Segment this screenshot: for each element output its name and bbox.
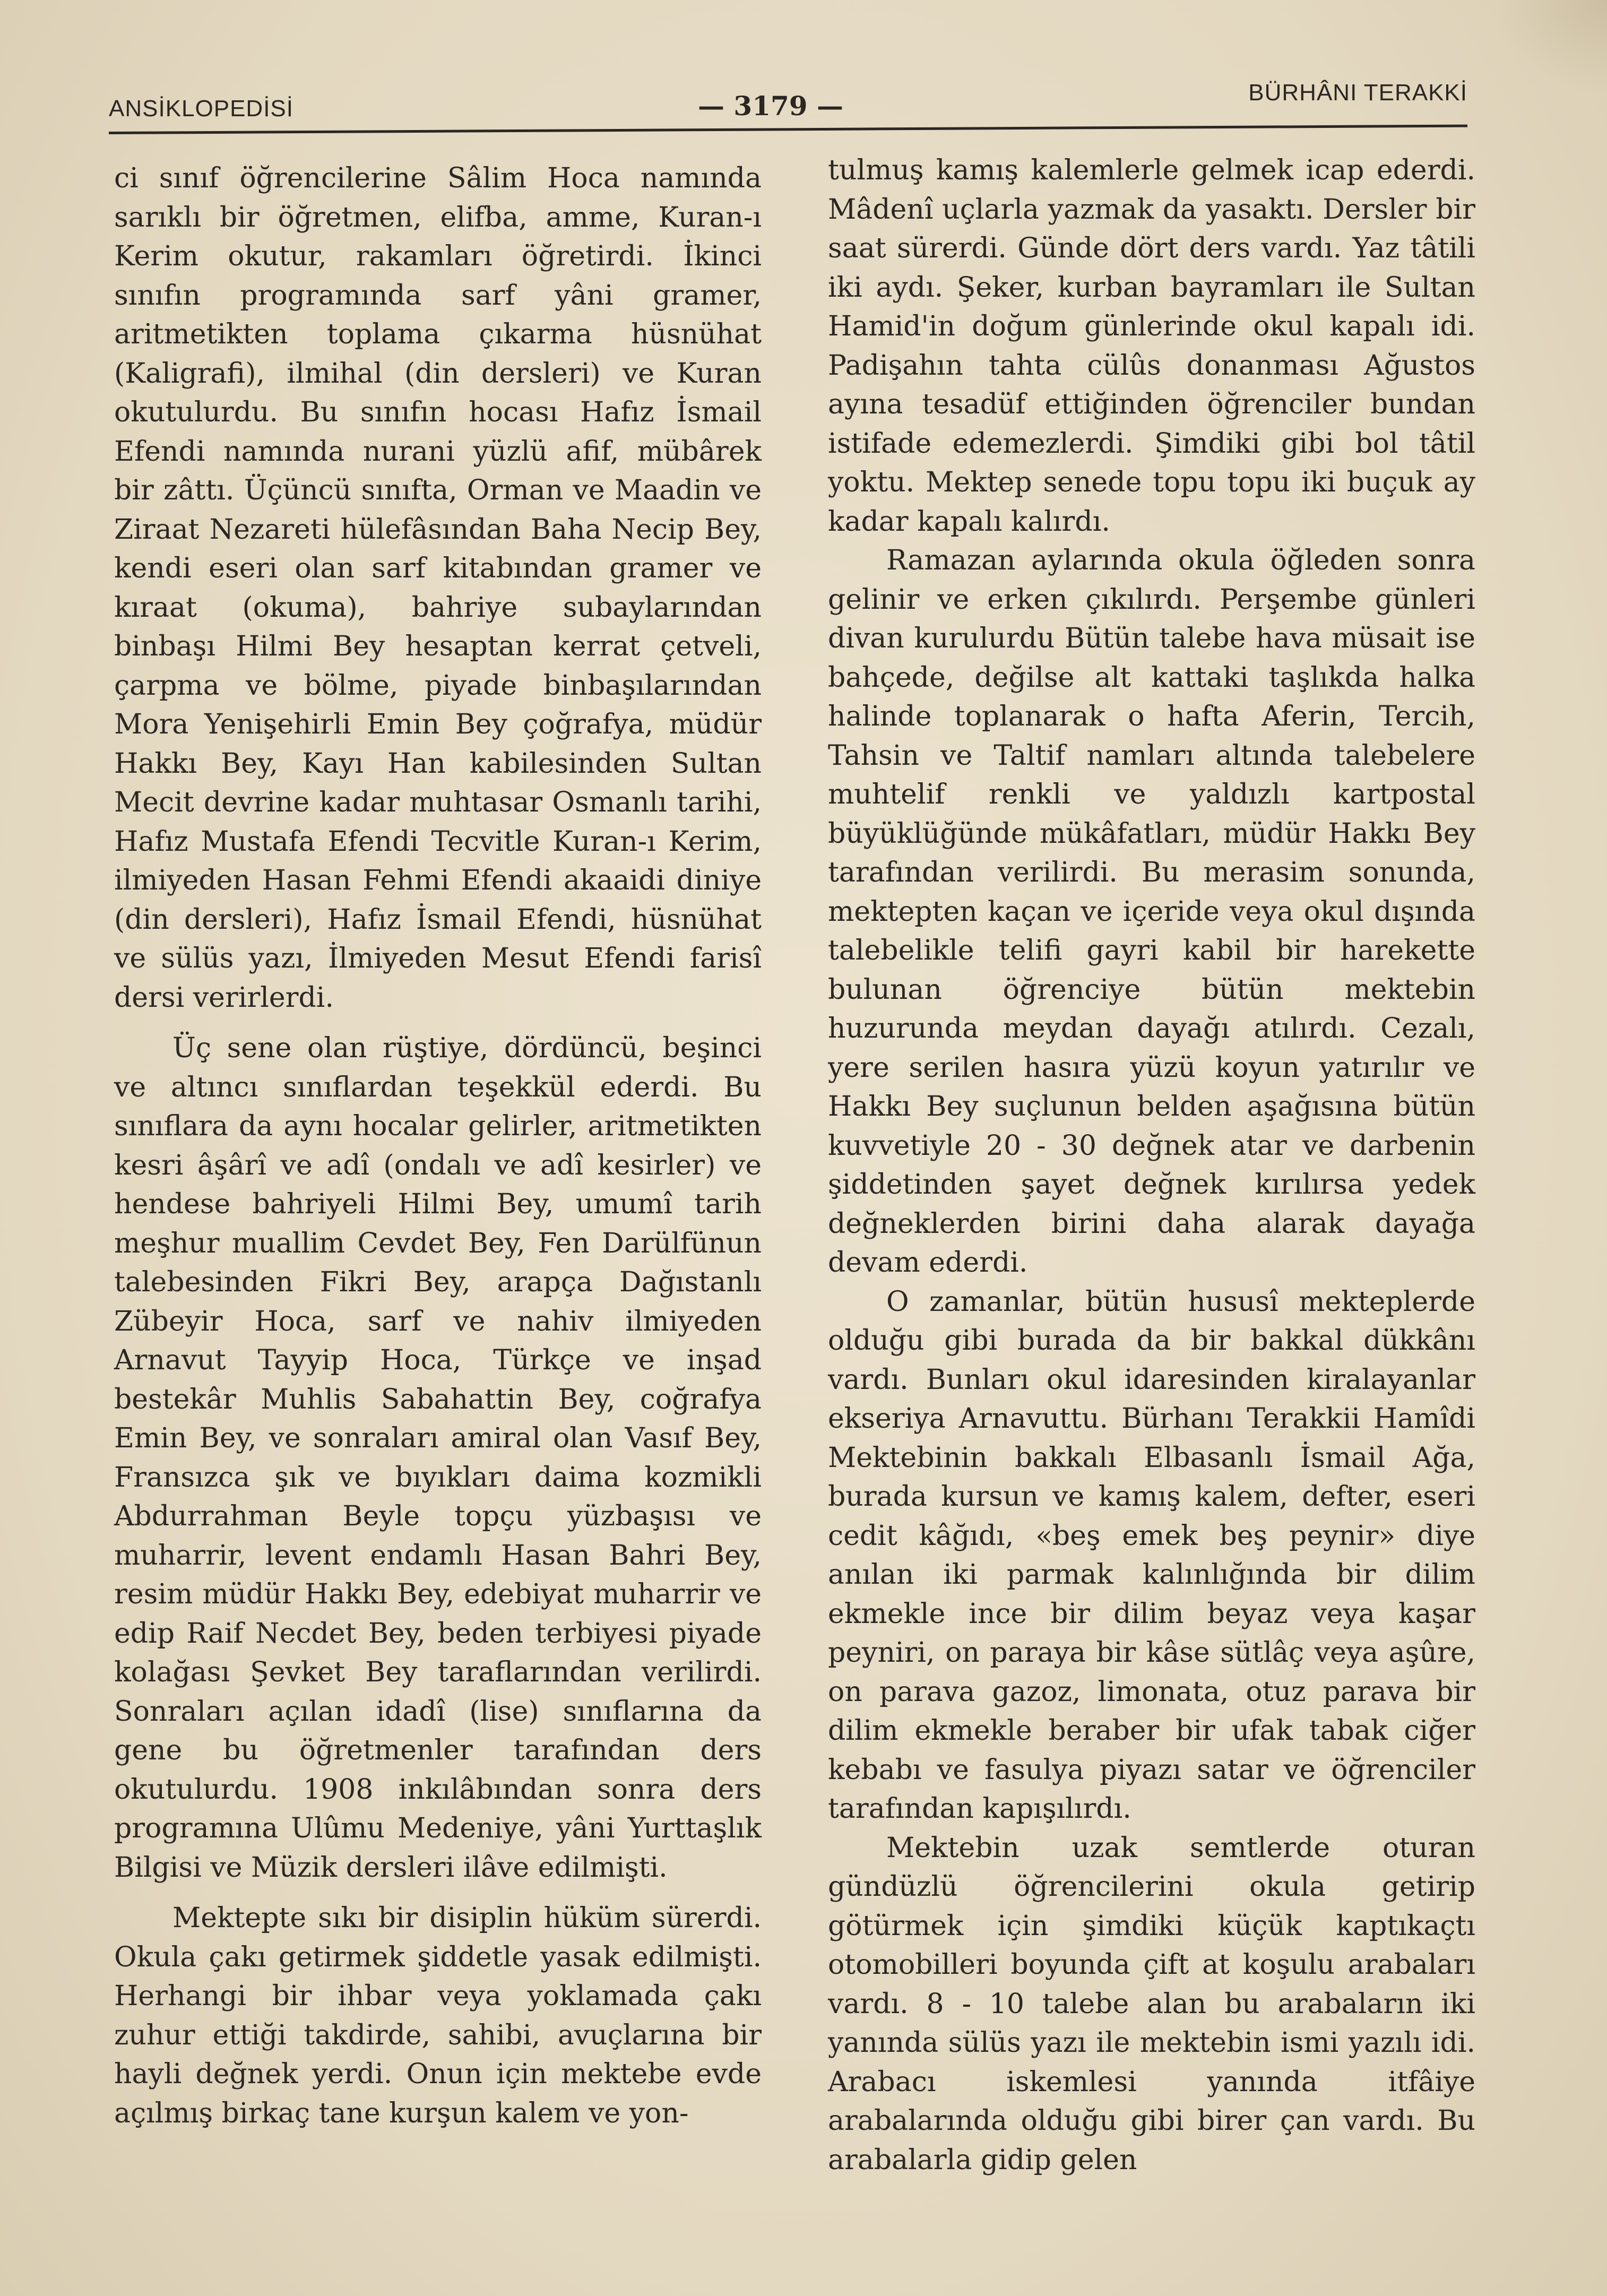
paragraph: Mektepte sıkı bir disiplin hüküm sürerdi. Okula çakı getirmek şiddetle yasak edilmişti. Herhangi bir ihbar veya yoklamada çakı zuhur ettiği takdirde, sahibi, avuçlarına bir hayli değnek yerdi. Onun için mektebe evde açılmış birkaç tane kurşun kalem ve yon- [114, 1902, 762, 2129]
paragraph: Üç sene olan rüştiye, dördüncü, beşinci ve altıncı sınıflardan teşekkül ederdi. Bu sınıflara da aynı hocalar gelirler, aritmetikten kesri âşârî ve adî (ondalı ve adî kesirler) ve hendese bahriyeli Hilmi Bey, umumî tarih meşhur muallim Cevdet Bey, Fen Darülfünun talebesinden Fikri Bey, arapça Dağıstanlı Zübeyir Hoca, sarf ve nahiv ilmiyeden Arnavut Tayyip Hoca, Türkçe ve inşad bestekâr Muhlis Sabahattin Bey, coğrafya Emin Bey, ve sonraları amiral olan Vasıf Bey, Fransızca şık ve bıyıkları daima kozmikli Abdurrahman Beyle topçu yüzbaşısı ve muharrir, levent endamlı Hasan Bahri Bey, resim müdür Hakkı Bey, edebiyat muharrir ve edip Raif Necdet Bey, beden terbiyesi piyade kolağası Şevket Bey taraflarından verilirdi. Sonraları açılan idadî (lise) sınıflarına da gene bu öğretmenler tarafından ders okutulurdu. 1908 inkılâbından sonra ders programına Ulûmu Medeniye, yâni Yurttaşlık Bilgisi ve Müzik dersleri ilâve edilmişti. [114, 1032, 762, 1884]
header-left-title: ANSİKLOPEDİSİ [109, 96, 294, 122]
header-right-title: BÜRHÂNI TERAKKİ [1248, 80, 1467, 106]
paragraph: Mektebin uzak semtlerde oturan gündüzlü öğrencilerini okula getirip götürmek için şimdiki küçük kaptıkaçtı otomobilleri boyunda çift at koşulu arabaları vardı. 8 - 10 talebe alan bu arabaların iki yanında sülüs yazı ile mektebin ismi yazılı idi. Arabacı iskemlesi yanında itfâiye arabalarında olduğu gibi birer çan vardı. Bu arabalarla gidip gelen [828, 1832, 1475, 2176]
paragraph: tulmuş kamış kalemlerle gelmek icap ederdi. Mâdenî uçlarla yazmak da yasaktı. Dersler bir saat sürerdi. Günde dört ders vardı. Yaz tâtili iki aydı. Şeker, kurban bayramları ile Sultan Hamid'in doğum günlerinde okul kapalı idi. Padişahın tahta cülûs donanması Ağustos ayına tesadüf ettiğinden öğrenciler bundan istifade edemezlerdi. Şimdiki gibi bol tâtil yoktu. Mektep senede topu topu iki buçuk ay kadar kapalı kalırdı. [828, 154, 1475, 538]
paragraph: O zamanlar, bütün hususî mekteplerde olduğu gibi burada da bir bakkal dükkânı vardı. Bunları okul idaresinden kiralayanlar ekseriya Arnavuttu. Bürhanı Terakkii Hamîdi Mektebinin bakkalı Elbasanlı İsmail Ağa, burada kursun ve kamış kalem, defter, eseri cedit kâğıdı, «beş emek beş peynir» diye anılan iki parmak kalınlığında bir dilim ekmekle ince bir dilim beyaz veya kaşar peyniri, on paraya bir kâse sütlâç veya aşûre, on parava gazoz, limonata, otuz parava bir dilim ekmekle beraber bir ufak tabak ciğer kebabı ve fasulya piyazı satar ve öğrenciler tarafından kapışılırdı. [828, 1285, 1475, 1825]
paragraph: ci sınıf öğrencilerine Sâlim Hoca namında sarıklı bir öğretmen, elifba, amme, Kuran-ı Kerim okutur, rakamları öğretirdi. İkinci sınıfın programında sarf yâni gramer, aritmetikten toplama çıkarma hüsnühat (Kaligrafi), ilmihal (din dersleri) ve Kuran okutulurdu. Bu sınıfın hocası Hafız İsmail Efendi namında nurani yüzlü afif, mübârek bir zâttı. Üçüncü sınıfta, Orman ve Maadin ve Ziraat Nezareti hülefâsından Baha Necip Bey, kendi eseri olan sarf kitabından gramer ve kıraat (okuma), bahriye subaylarından binbaşı Hilmi Bey hesaptan kerrat çetveli, çarpma ve bölme, piyade binbaşılarından Mora Yenişehirli Emin Bey çoğrafya, müdür Hakkı Bey, Kayı Han kabilesinden Sultan Mecit devrine kadar muhtasar Osmanlı tarihi, Hafız Mustafa Efendi Tecvitle Kuran-ı Kerim, ilmiyeden Hasan Fehmi Efendi akaaidi diniye (din dersleri), Hafız İsmail Efendi, hüsnühat ve sülüs yazı, İlmiyeden Mesut Efendi farisî dersi verirlerdi. [114, 162, 762, 1014]
paper-stain [1490, 0, 1607, 96]
page-header [109, 80, 1467, 127]
paragraph: Ramazan aylarında okula öğleden sonra gelinir ve erken çıkılırdı. Perşembe günleri divan kurulurdu Bütün talebe hava müsait ise bahçede, değilse alt kattaki taşlıkda halka halinde toplanarak o hafta Aferin, Tercih, Tahsin ve Taltif namları altında talebelere muhtelif renkli ve yaldızlı kartpostal büyüklüğünde mükâfatları, müdür Hakkı Bey tarafından verilirdi. Bu merasim sonunda, mektepten kaçan ve içeride veya okul dışında talebelikle telifi gayri kabil bir harekette bulunan öğrenciye bütün mektebin huzurunda meydan dayağı atılırdı. Cezalı, yere serilen hasıra yüzü koyun yatırılır ve Hakkı Bey suçlunun belden aşağısına bütün kuvvetiyle 20 - 30 değnek atar ve darbenin şiddetinden şayet değnek kırılırsa yedek değneklerden birini daha alarak dayağa devam ederdi. [828, 545, 1475, 1279]
right-column [828, 151, 1475, 2180]
page-number: — 3179 — [698, 90, 843, 122]
left-column [114, 159, 762, 2133]
